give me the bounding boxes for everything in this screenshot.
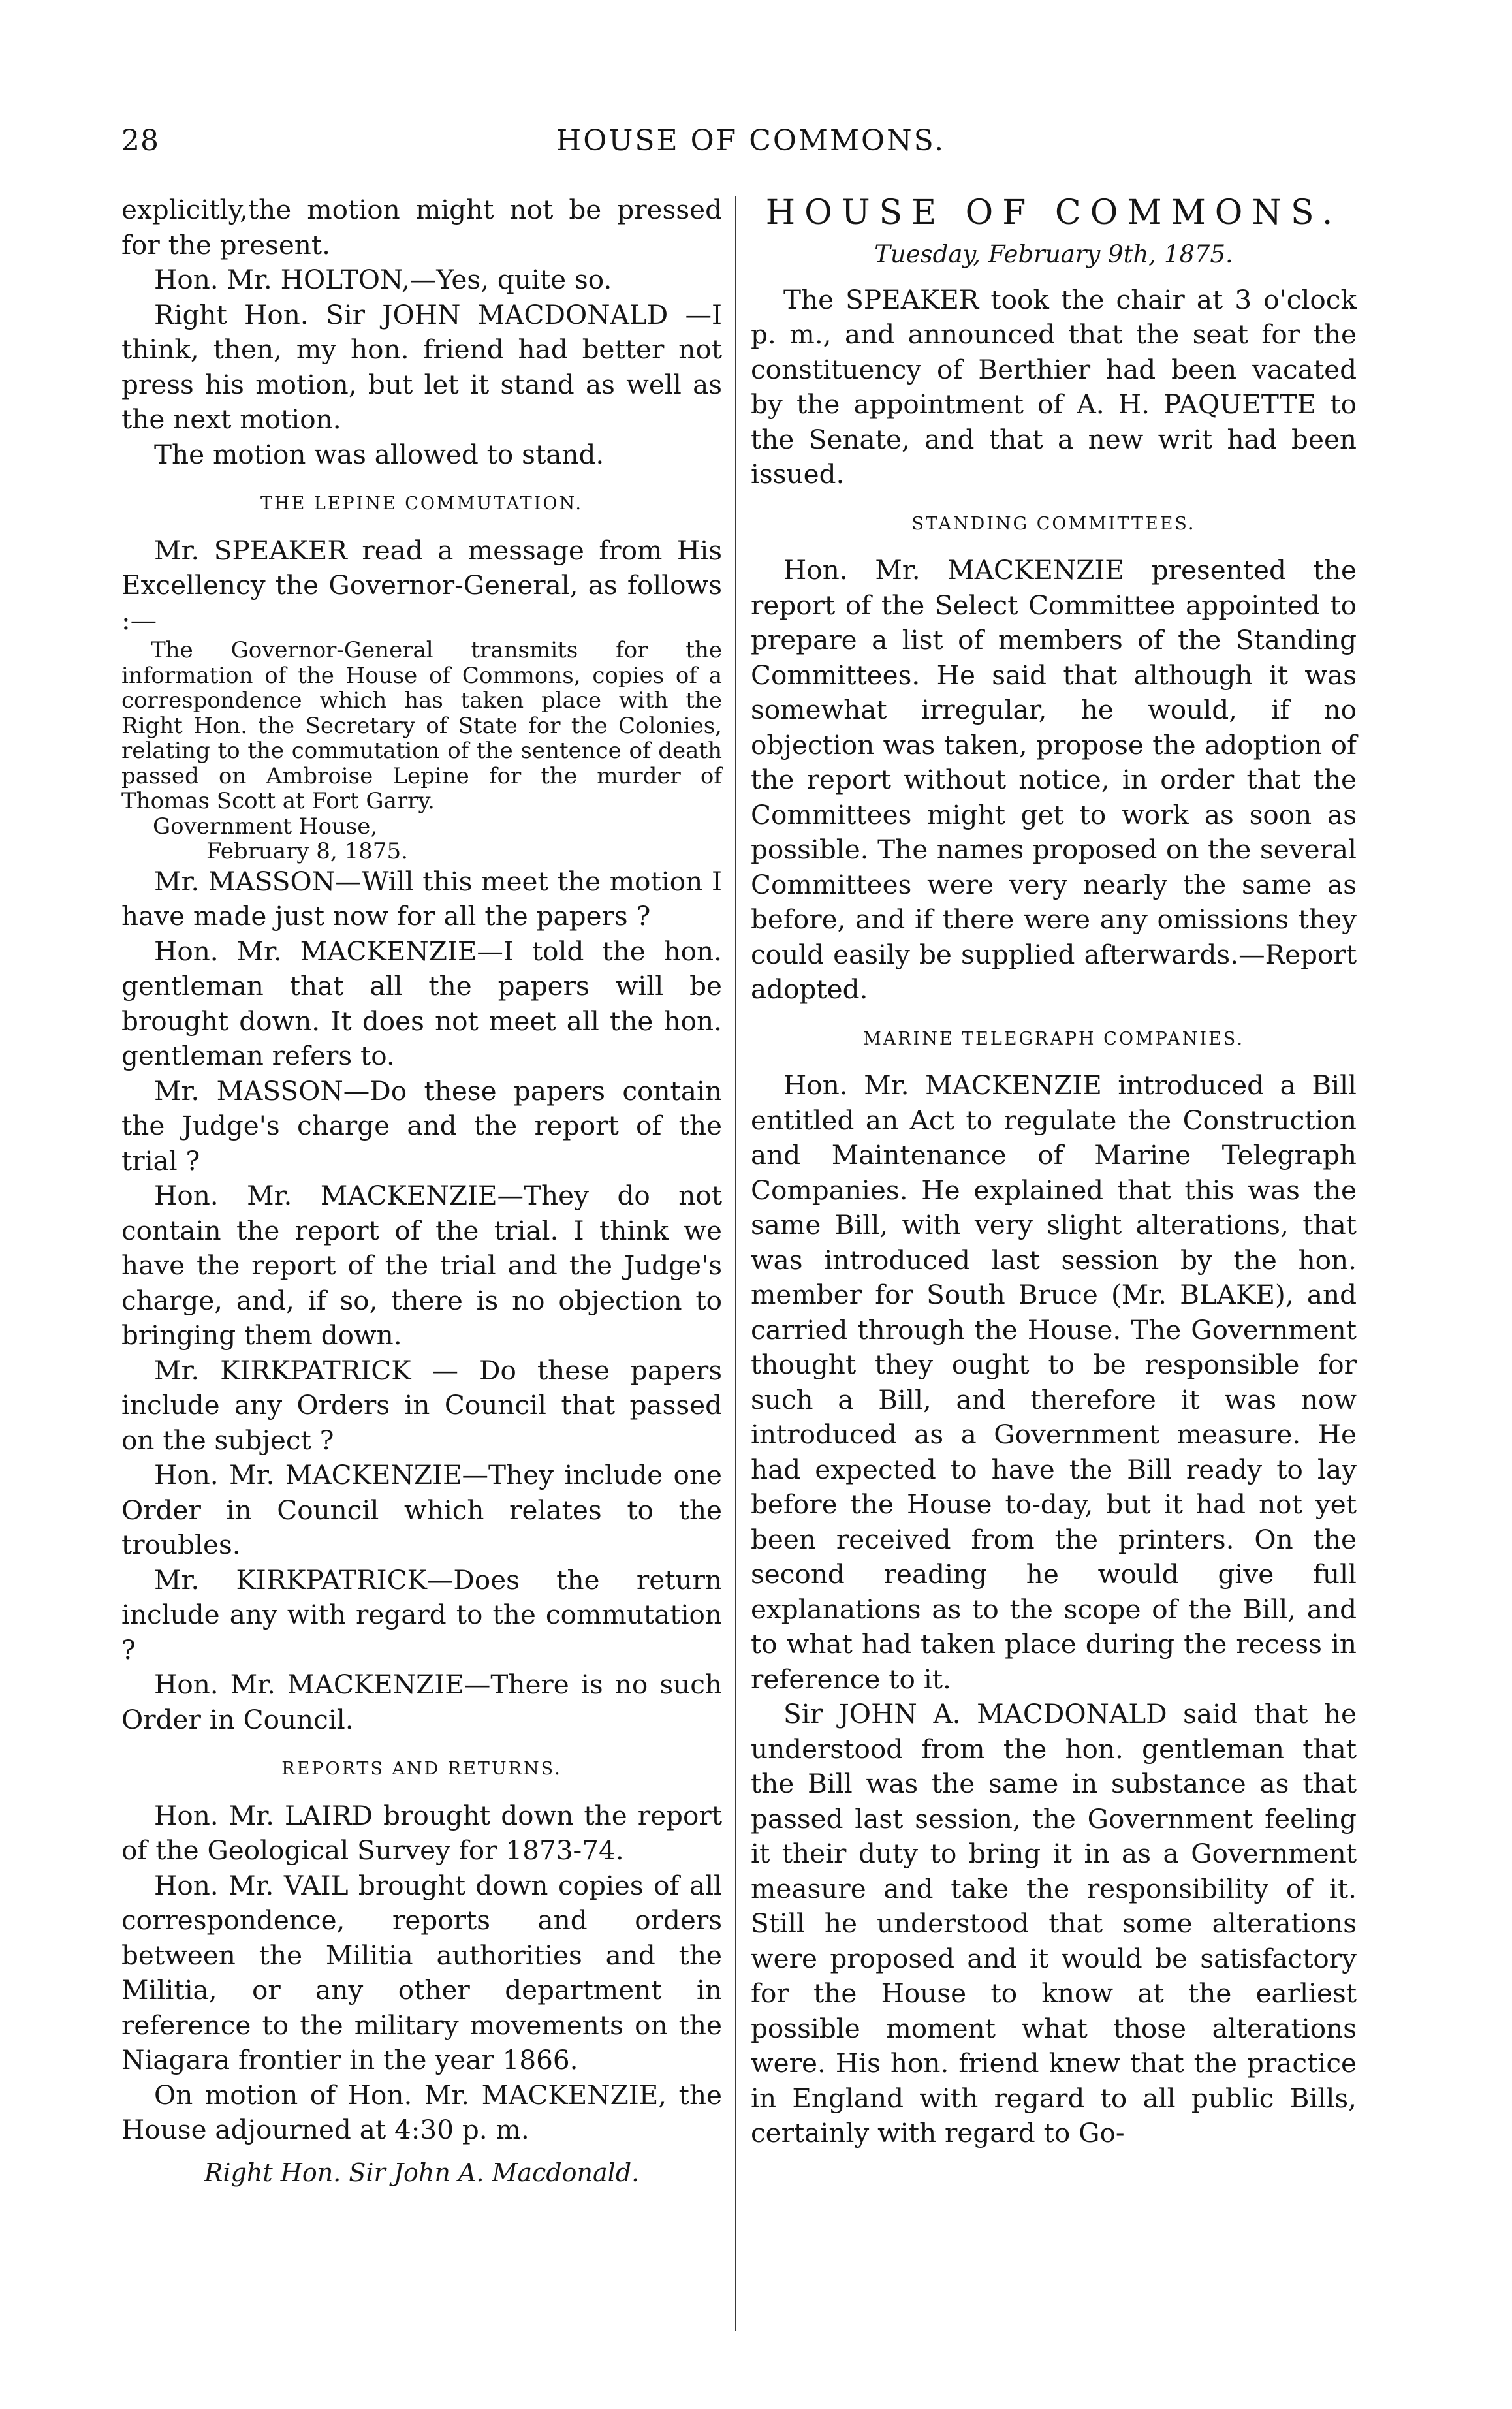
message-text: The Governor-General transmits for the information of the House of Commons, copies of a correspondence which has taken place with the Right Hon. the Secretary of State for the Colonies, relating to the commutation of the sentence of death passed on Ambroise Lepine for the murder of Thomas Scott at Fort Garry.	[121, 637, 722, 814]
paragraph: The motion was allowed to stand.	[154, 438, 605, 470]
paragraph: Hon. Mr. MACKENZIE—I told the hon. gentleman that all the papers will be brought down. It does not meet all the hon. gentleman refers to.	[121, 935, 722, 1071]
speaker-attribution: Right Hon. Sir John A. Macdonald.	[204, 2158, 640, 2187]
section-heading-committees: STANDING COMMITTEES.	[911, 513, 1196, 534]
paragraph: Hon. Mr. MACKENZIE presented the report of the Select Committee appointed to prepare a list of members of the Standing Committees. He said that although it was somewhat irregular, he would, if no objection was taken, propose the adoption of the report without notice, in order that the Committees might get to work as soon as possible. The names proposed on the several Committees were very nearly the same as before, and if there were any omissions they could easily be supplied afterwards.—Report adopted.	[751, 554, 1357, 1005]
column-divider	[735, 196, 736, 2331]
paragraph: Right Hon. Sir JOHN MACDONALD —I think, then, my hon. friend had better not press his motion, but let it stand as well as the next motion.	[121, 298, 722, 435]
page-title: HOUSE OF COMMONS.	[556, 124, 946, 157]
paragraph: Hon. Mr. LAIRD brought down the report of the Geological Survey for 1873-74.	[121, 1799, 722, 1866]
paragraph: Mr. KIRKPATRICK—Does the return include any with regard to the commutation ?	[121, 1564, 722, 1665]
paragraph: explicitly,the motion might not be pressed for the present.	[121, 194, 722, 260]
paragraph: Mr. KIRKPATRICK — Do these papers include any Orders in Council that passed on the subject ?	[121, 1354, 722, 1456]
message-place: Government House,	[153, 813, 378, 840]
section-heading-reports: REPORTS AND RETURNS.	[281, 1759, 562, 1779]
message-date: February 8, 1875.	[206, 838, 408, 864]
paragraph: Hon. Mr. MACKENZIE—They include one Order in Council which relates to the troubles.	[121, 1459, 722, 1560]
paragraph: On motion of Hon. Mr. MACKENZIE, the House adjourned at 4:30 p. m.	[121, 2079, 722, 2145]
section-heading-telegraph: MARINE TELEGRAPH COMPANIES.	[863, 1028, 1244, 1049]
right-column	[751, 193, 1357, 2151]
running-head	[118, 124, 1384, 170]
sitting-date: Tuesday, February 9th, 1875.	[874, 240, 1233, 268]
paragraph: Hon. Mr. MACKENZIE—There is no such Order in Council.	[121, 1669, 722, 1735]
paragraph: Hon. Mr. VAIL brought down copies of all correspondence, reports and orders between the Militia authorities and the Militia, or any other department in reference to the military movements on the Niagara frontier in the year 1866.	[121, 1869, 722, 2075]
paragraph: The SPEAKER took the chair at 3 o'clock p. m., and announced that the seat for the constituency of Berthier had been vacated by the appointment of A. H. PAQUETTE to the Senate, and that a new writ had been issued.	[751, 283, 1357, 490]
paragraph: Mr. MASSON—Do these papers contain the Judge's charge and the report of the trial ?	[121, 1075, 722, 1176]
paragraph: Hon. Mr. HOLTON,—Yes, quite so.	[154, 264, 612, 295]
left-column	[121, 193, 722, 2190]
section-title: HOUSE OF COMMONS.	[765, 193, 1342, 232]
paragraph: Mr. MASSON—Will this meet the motion I have made just now for all the papers ?	[121, 865, 722, 932]
page-number: 28	[121, 124, 159, 157]
paragraph: Mr. SPEAKER read a message from His Excellency the Governor-General, as follows :—	[121, 534, 722, 636]
section-heading-lepine: THE LEPINE COMMUTATION.	[260, 494, 583, 514]
paragraph: Hon. Mr. MACKENZIE introduced a Bill entitled an Act to regulate the Construction and Maintenance of Marine Telegraph Companies. He explained that this was the same Bill, with very slight alterations, that was introduced last session by the hon. member for South Bruce (Mr. BLAKE), and carried through the House. The Government thought they ought to be responsible for such a Bill, and therefore it was now introduced as a Government measure. He had expected to have the Bill ready to lay before the House to-day, but it had not yet been received from the printers. On the second reading he would give full explanations as to the scope of the Bill, and to what had taken place during the recess in reference to it.	[751, 1069, 1357, 1695]
governor-message	[121, 638, 722, 864]
paragraph: Hon. Mr. MACKENZIE—They do not contain the report of the trial. I think we have the report of the trial and the Judge's charge, and, if so, there is no objection to bringing them down.	[121, 1180, 722, 1351]
paragraph: Sir JOHN A. MACDONALD said that he understood from the hon. gentleman that the Bill was the same in substance as that passed last session, the Government feeling it their duty to bring it in as a Government measure and take the responsibility of it. Still he understood that some alterations were proposed and it would be satisfactory for the House to know at the earliest possible moment what those alterations were. His hon. friend knew that the practice in England with regard to all public Bills, certainly with regard to Go-	[751, 1698, 1357, 2149]
